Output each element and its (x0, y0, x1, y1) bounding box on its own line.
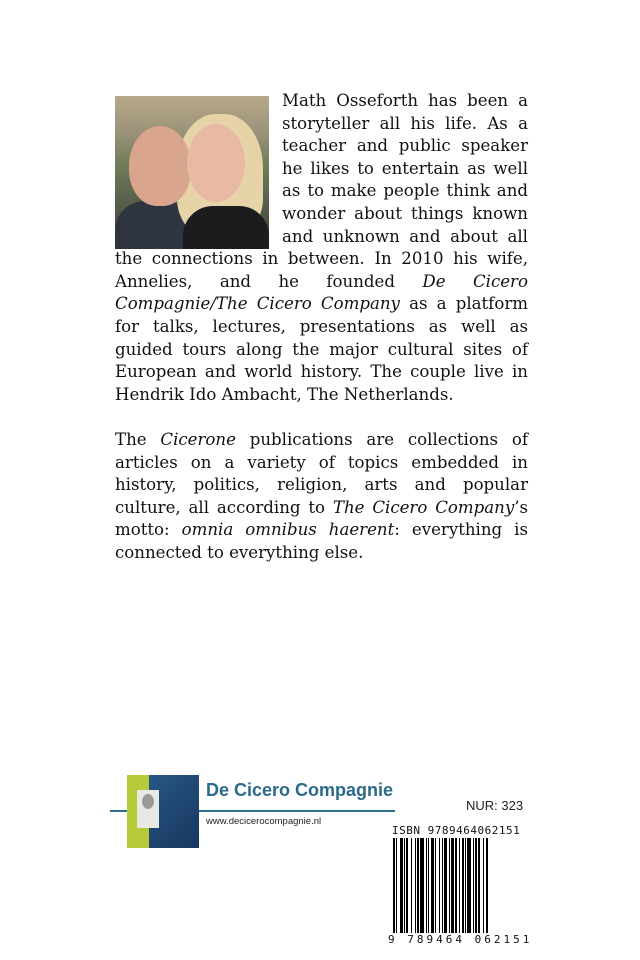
series-text: The (115, 429, 161, 449)
publisher-logo (127, 775, 199, 848)
author-photo (115, 96, 269, 249)
cicero-bust-icon (137, 790, 159, 828)
barcode-digits: 9 789464 062151 (388, 933, 533, 946)
company-name: The Cicero Company (332, 497, 515, 517)
publisher-url: www.decicerocompagnie.nl (206, 816, 322, 827)
motto: omnia omnibus haerent (181, 520, 395, 540)
publisher-name: De Cicero Compagnie (206, 780, 394, 800)
isbn-label: ISBN 9789464062151 (392, 824, 521, 837)
series-text: publications are collections of articles on a variety of topics embedded in history, politics, religion, arts and popular culture, all according to (115, 429, 528, 517)
bio-text: Math Osseforth has been a storyteller all his life. As a teacher and public speaker he likes to entertain as well as to make people think and wonder about things known and unknown and about all the connections in between. (115, 91, 528, 269)
series-paragraph (115, 429, 528, 565)
barcode-bar (488, 838, 489, 936)
nur-code: NUR: 323 (466, 798, 524, 813)
series-text: : everything is connected to everything else. (115, 520, 528, 562)
barcode (393, 838, 523, 936)
bio-text-2: In 2010 his wife, Annelies, and he founded (115, 249, 528, 291)
series-name: Cicerone (160, 429, 236, 449)
series-text: ’s motto: (115, 497, 529, 540)
bio-text-3: as a platform for talks, lectures, presentations as well as guided tours along the major cultural sites of European and world history. The couple live in Hendrik Ido Ambacht, The Netherlands. (115, 294, 528, 404)
company-name-italic: De Cicero Compagnie/The Cicero Company (115, 271, 528, 314)
